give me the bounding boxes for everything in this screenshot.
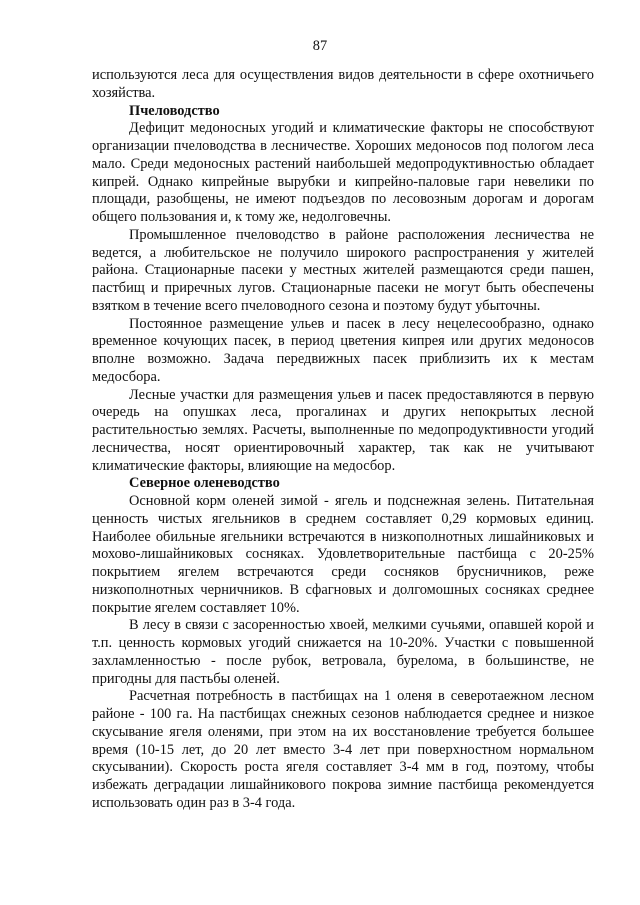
page-number: 87 bbox=[312, 38, 328, 54]
paragraph-honey-plants: Дефицит медоносных угодий и климатические факторы не способствуют организации пчеловодства в лесничестве. Хороших медоносов под пологом леса мало. Среди медоносных растений наибольшей медопродуктивностью обладает кипрей. Однако кипрейные вырубки и кипрейно-паловые гари невелики по площади, разобщены, не имеют подъездов по лесовозным дорогам и дорогам общего пользования и, к тому же, недолговечны. bbox=[92, 120, 594, 225]
page-content bbox=[92, 67, 594, 813]
section-heading-reindeer-herding: Северное оленеводство bbox=[129, 475, 280, 492]
paragraph-industrial-beekeeping: Промышленное пчеловодство в районе расположения лесничества не ведется, а любительское не получило широкого распространения у жителей района. Стационарные пасеки у местных жителей размещаются среди пашен, пастбищ и приречных лугов. Стационарные пасеки не могут быть обеспечены взятком в течение всего пчеловодного сезона и поэтому будут убыточны. bbox=[92, 226, 594, 314]
paragraph-forage-value: В лесу в связи с засоренностью хвоей, мелкими сучьями, опавшей корой и т.п. ценность кормовых угодий снижается на 10-20%. Участки с повышенной захламленностью - после рубок, ветровала, бурелома, в большинстве, не пригодны для пастьбы оленей. bbox=[92, 617, 594, 687]
paragraph-forest-plots: Лесные участки для размещения ульев и пасек предоставляются в первую очередь на опушках леса, прогалинах и других непокрытых лесной растительностью землях. Расчеты, выполненные по медопродуктивности угодий лесничества, носят ориентировочный характер, так как не учитывают климатические факторы, влияющие на медосбор. bbox=[92, 386, 594, 474]
paragraph-apiary-placement: Постоянное размещение ульев и пасек в лесу нецелесообразно, однако временное кочующих пасек, в период цветения кипрея или других медоносов вполне возможно. Задача передвижных пасек приблизить их к местам медосбора. bbox=[92, 315, 594, 385]
section-heading-beekeeping: Пчеловодство bbox=[129, 102, 220, 119]
paragraph-hunting-continuation: используются леса для осуществления видов деятельности в сфере охотничьего хозяйства. bbox=[92, 67, 594, 101]
paragraph-pasture-requirement: Расчетная потребность в пастбищах на 1 оленя в северотаежном лесном районе - 100 га. На пастбищах снежных сезонов наблюдается среднее и низкое скусывание ягеля оленями, при этом на их восстановление требуется большее время (10-15 лет, до 20 лет вместо 3-4 лет при поверхностном нормальном скусывании). Скорость роста ягеля составляет 3-4 мм в год, поэтому, чтобы избежать деградации лишайникового покрова зимние пастбища рекомендуется использовать один раз в 3-4 года. bbox=[92, 688, 594, 811]
paragraph-reindeer-forage: Основной корм оленей зимой - ягель и подснежная зелень. Питательная ценность чистых ягельников в среднем составляет 0,29 кормовых единиц. Наиболее обильные ягельники встречаются в низкополнотных лишайниковых и мохово-лишайниковых сосняках. Удовлетворительные пастбища с 20-25% покрытием ягелем встречаются среди сосняков брусничников, реже низкополнотных черничников. В сфагновых и долгомошных сосняках среднее покрытие ягелем составляет 10%. bbox=[92, 493, 594, 616]
